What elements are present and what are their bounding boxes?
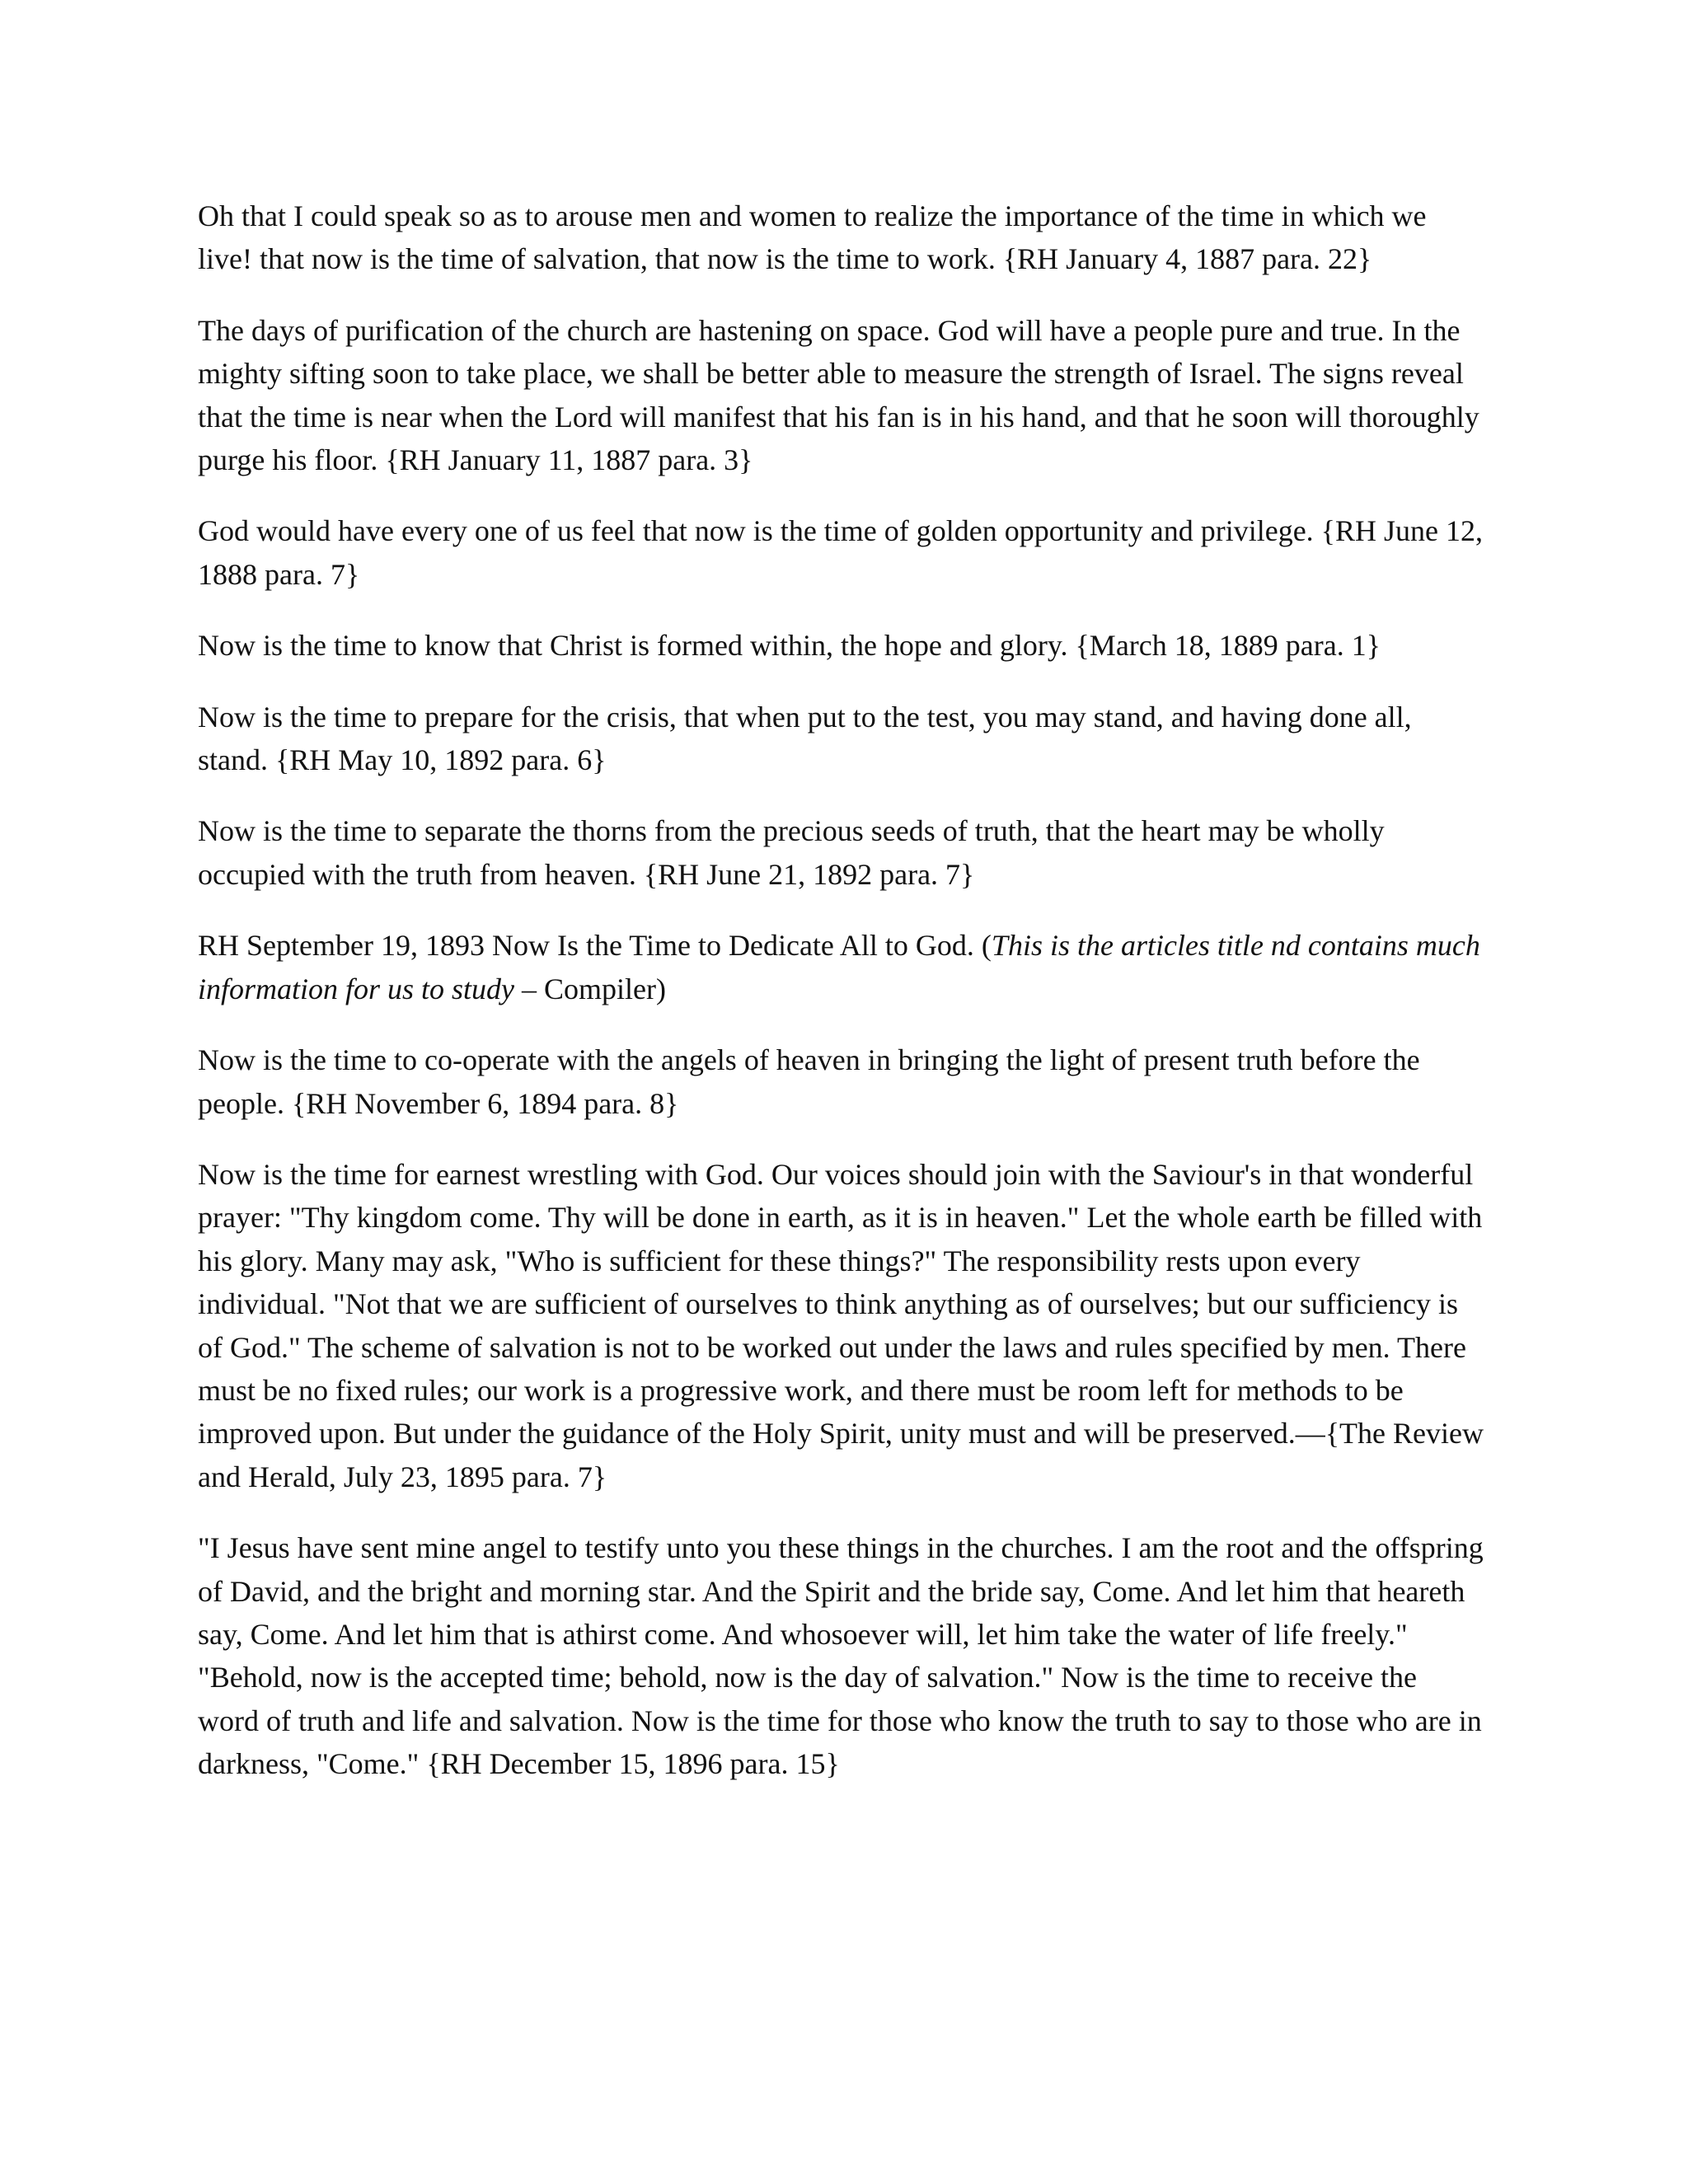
paragraph-5: Now is the time to prepare for the crisis, that when put to the test, you may stand, and having done all, stand. {RH May 10, 1892 para. 6} — [198, 700, 1412, 777]
paragraph-3: God would have every one of us feel that now is the time of golden opportunity and privilege. {RH June 12, 1888 para. 7} — [198, 514, 1483, 591]
compiler-note-lead: RH September 19, 1893 Now Is the Time to Dedicate All to God. ( — [198, 929, 992, 963]
paragraph-9: Now is the time for earnest wrestling with God. Our voices should join with the Saviour's in that wonderful prayer: "Thy kingdom come. Thy will be done in earth, as it is in heaven." Let the whole earth be filled with his glory. Many may ask, "Who is sufficient for these things?" The responsibility rests upon every individual. "Not that we are sufficient of ourselves to think anything as of ourselves; but our sufficiency is of God." The scheme of salvation is not to be worked out under the laws and rules specified by men. There must be no fixed rules; our work is a progressive work, and there must be room left for methods to be improved upon. But under the guidance of the Holy Spirit, unity must and will be preserved.—{The Review and Herald, July 23, 1895 para. 7} — [198, 1157, 1484, 1493]
paragraph-10: "I Jesus have sent mine angel to testify unto you these things in the churches. I am the root and the offspring of David, and the bright and morning star. And the Spirit and the bride say, Come. And let him that heareth say, Come. And let him that is athirst come. And whosoever will, let him take the water of life freely." "Behold, now is the accepted time; behold, now is the day of salvation." Now is the time to receive the word of truth and life and salvation. Now is the time for those who know the truth to say to those who are in darkness, "Come." {RH December 15, 1896 para. 15} — [198, 1531, 1484, 1781]
paragraph-6: Now is the time to separate the thorns from the precious seeds of truth, that the heart may be wholly occupied with the truth from heaven. {RH June 21, 1892 para. 7} — [198, 814, 1385, 891]
compiler-note-italic: This is the articles title nd contains much information for us to study — [198, 929, 1480, 1005]
paragraph-4: Now is the time to know that Christ is formed within, the hope and glory. {March 18, 1889 para. 1} — [198, 629, 1381, 663]
document-body — [198, 194, 1484, 1814]
paragraph-8: Now is the time to co-operate with the angels of heaven in bringing the light of present truth before the people. {RH November 6, 1894 para. 8} — [198, 1043, 1420, 1120]
compiler-note-paragraph — [198, 924, 1484, 1010]
paragraph-2: The days of purification of the church are hastening on space. God will have a people pure and true. In the mighty sifting soon to take place, we shall be better able to measure the strength of Israel. The signs reveal that the time is near when the Lord will manifest that his fan is in his hand, and that he soon will thoroughly purge his floor. {RH January 11, 1887 para. 3} — [198, 313, 1479, 477]
compiler-note-tail: – Compiler) — [514, 972, 667, 1005]
paragraph-1: Oh that I could speak so as to arouse men and women to realize the importance of the time in which we live! that now is the time of salvation, that now is the time to work. {RH January 4, 1887 para. 22} — [198, 199, 1427, 276]
